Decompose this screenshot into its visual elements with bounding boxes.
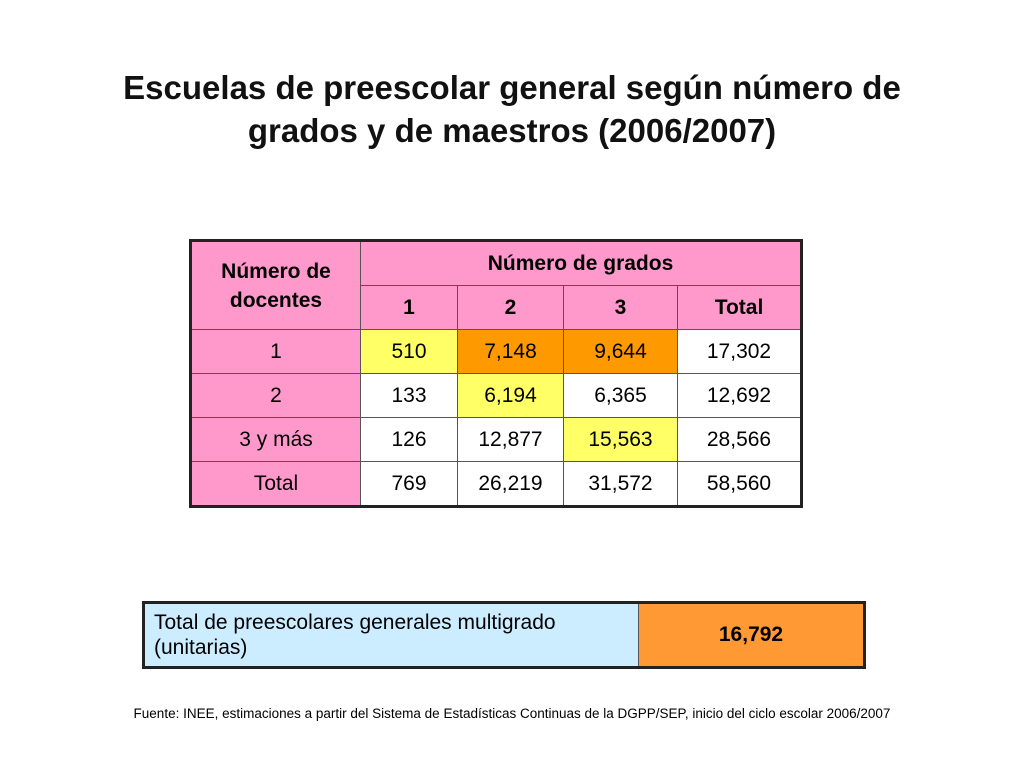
- table-row: [191, 330, 802, 374]
- table-cell: 7,148: [458, 330, 564, 374]
- table-cell: 15,563: [564, 418, 678, 462]
- table-cell: 6,365: [564, 374, 678, 418]
- row-label: 2: [191, 374, 361, 418]
- grades-teachers-table: [189, 239, 803, 508]
- table-cell: 6,194: [458, 374, 564, 418]
- table-cell: 12,692: [678, 374, 802, 418]
- page-title: [0, 66, 1024, 152]
- row-header-label: Número de docentes: [191, 241, 361, 330]
- table-cell: 12,877: [458, 418, 564, 462]
- table-cell: 126: [361, 418, 458, 462]
- table-cell: 133: [361, 374, 458, 418]
- summary-label-line-1: Total de preescolares generales multigrado: [154, 611, 556, 634]
- table-cell: 28,566: [678, 418, 802, 462]
- table-cell: 17,302: [678, 330, 802, 374]
- column-header: Total: [678, 286, 802, 330]
- table-cell: 769: [361, 462, 458, 507]
- page-title-line-2: grados y de maestros (2006/2007): [247, 112, 777, 149]
- page-title-line-1: Escuelas de preescolar general según número de: [123, 69, 901, 106]
- column-header: 1: [361, 286, 458, 330]
- summary-value: 16,792: [639, 603, 865, 668]
- summary-label-line-2: (unitarias): [154, 636, 248, 659]
- table-cell: 31,572: [564, 462, 678, 507]
- summary-label: [144, 603, 639, 668]
- source-note: Fuente: INEE, estimaciones a partir del Sistema de Estadísticas Continuas de la DGPP/SEP, inicio del ciclo escolar 2006/2007: [133, 706, 891, 721]
- table-row: [191, 418, 802, 462]
- table-cell: 58,560: [678, 462, 802, 507]
- table-cell: 510: [361, 330, 458, 374]
- column-header: 3: [564, 286, 678, 330]
- column-group-label: Número de grados: [361, 241, 802, 286]
- table-row: [191, 374, 802, 418]
- table-cell: 9,644: [564, 330, 678, 374]
- row-label: 3 y más: [191, 418, 361, 462]
- row-label: Total: [191, 462, 361, 507]
- table-cell: 26,219: [458, 462, 564, 507]
- row-label: 1: [191, 330, 361, 374]
- multigrade-summary-table: [142, 601, 866, 669]
- column-header: 2: [458, 286, 564, 330]
- table-row: [191, 462, 802, 507]
